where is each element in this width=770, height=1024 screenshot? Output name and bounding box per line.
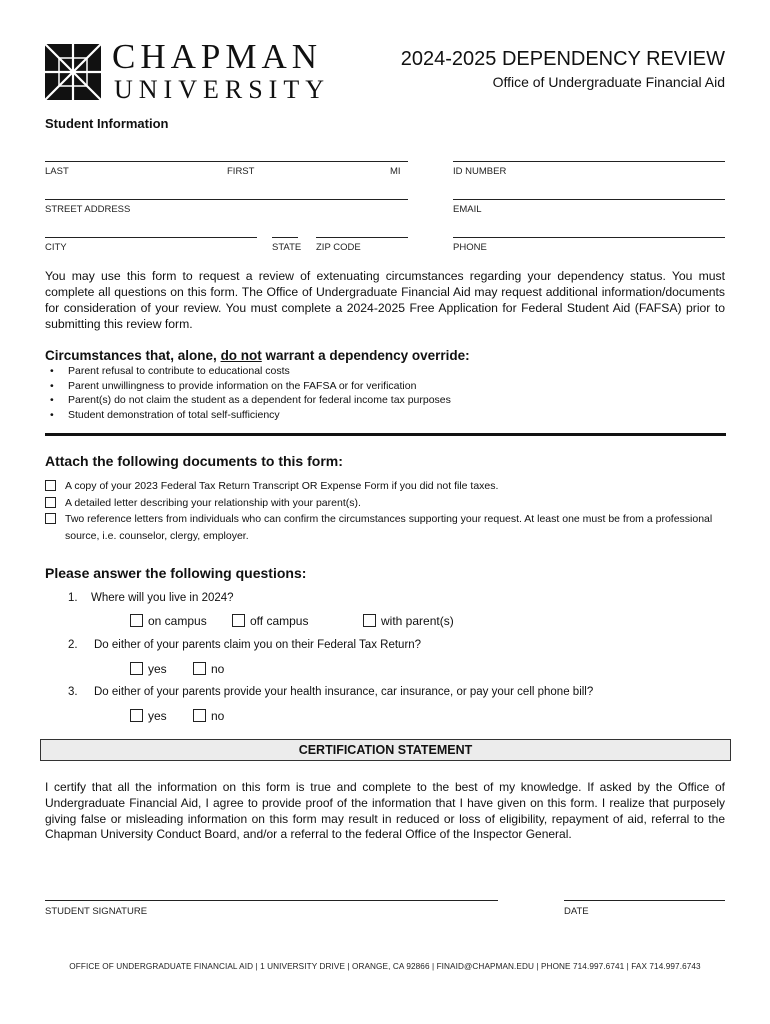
attach-list bbox=[45, 478, 735, 544]
certification-banner bbox=[40, 739, 731, 761]
checkbox-q3-no[interactable] bbox=[193, 709, 206, 722]
question-3-text: Do either of your parents provide your health insurance, car insurance, or pay your cell phone bill? bbox=[94, 686, 594, 698]
q2-option-no[interactable] bbox=[193, 662, 224, 676]
student-signature-label: STUDENT SIGNATURE bbox=[45, 906, 148, 917]
option-label: on campus bbox=[148, 614, 207, 628]
checkbox-references[interactable] bbox=[45, 513, 56, 524]
list-item: • Parent unwillingness to provide information on the FAFSA or for verification bbox=[68, 379, 451, 394]
option-label: yes bbox=[148, 709, 167, 723]
question-2-text: Do either of your parents claim you on their Federal Tax Return? bbox=[94, 639, 422, 651]
questions-heading: Please answer the following questions: bbox=[45, 565, 307, 581]
page-subtitle: Office of Undergraduate Financial Aid bbox=[492, 74, 725, 90]
question-2-number: 2. bbox=[68, 639, 78, 651]
question-1-number: 1. bbox=[68, 592, 78, 604]
street-address-field-line[interactable] bbox=[45, 199, 408, 200]
question-3-number: 3. bbox=[68, 686, 78, 698]
checkbox-with-parents[interactable] bbox=[363, 614, 376, 627]
option-label: no bbox=[211, 709, 225, 723]
city-label: CITY bbox=[45, 242, 67, 253]
checkbox-q2-no[interactable] bbox=[193, 662, 206, 675]
checkbox-off-campus[interactable] bbox=[232, 614, 245, 627]
option-label: with parent(s) bbox=[381, 614, 454, 628]
circumstances-heading-pre: Circumstances that, alone, bbox=[45, 348, 221, 363]
circumstances-heading bbox=[45, 348, 470, 363]
state-field-line[interactable] bbox=[272, 237, 298, 238]
list-item: • Parent(s) do not claim the student as a dependent for federal income tax purposes bbox=[68, 393, 451, 408]
email-field-line[interactable] bbox=[453, 199, 725, 200]
q3-option-yes[interactable] bbox=[130, 709, 167, 723]
option-label: off campus bbox=[250, 614, 309, 628]
street-address-label: STREET ADDRESS bbox=[45, 204, 131, 215]
option-label: yes bbox=[148, 662, 167, 676]
state-label: STATE bbox=[272, 242, 302, 253]
footer-contact: OFFICE OF UNDERGRADUATE FINANCIAL AID | 1 UNIVERSITY DRIVE | ORANGE, CA 92866 | FINAID@CHAPMAN.EDU | PHONE 714.997.6741 | FAX 714.997.6743 bbox=[69, 962, 701, 971]
option-label: no bbox=[211, 662, 225, 676]
logo-wordmark-chapman: CHAPMAN bbox=[112, 37, 323, 76]
id-number-field-line[interactable] bbox=[453, 161, 725, 162]
date-label: DATE bbox=[564, 906, 589, 917]
circumstances-heading-post: warrant a dependency override: bbox=[261, 348, 470, 363]
name-field-line[interactable] bbox=[45, 161, 408, 162]
attach-item-letter bbox=[45, 495, 735, 512]
q2-option-yes[interactable] bbox=[130, 662, 167, 676]
middle-initial-label: MI bbox=[390, 166, 401, 177]
student-signature-line[interactable] bbox=[45, 900, 498, 901]
attach-item-label: Two reference letters from individuals who can confirm the circumstances supporting your request. At least one must be from a professional source, i.e. counselor, clergy, employer. bbox=[65, 513, 713, 542]
zip-field-line[interactable] bbox=[316, 237, 408, 238]
checkbox-tax-return[interactable] bbox=[45, 480, 56, 491]
attach-item-references bbox=[45, 511, 745, 544]
certification-title: CERTIFICATION STATEMENT bbox=[298, 743, 473, 757]
list-item: • Student demonstration of total self-sufficiency bbox=[68, 408, 451, 423]
checkbox-letter[interactable] bbox=[45, 497, 56, 508]
date-line[interactable] bbox=[564, 900, 725, 901]
logo-wordmark-university: UNIVERSITY bbox=[114, 75, 330, 104]
attach-heading: Attach the following documents to this form: bbox=[45, 453, 343, 469]
q3-option-no[interactable] bbox=[193, 709, 224, 723]
circumstances-list bbox=[68, 364, 451, 422]
city-field-line[interactable] bbox=[45, 237, 257, 238]
option-with-parents[interactable] bbox=[363, 614, 454, 628]
email-label: EMAIL bbox=[453, 204, 482, 215]
last-name-label: LAST bbox=[45, 166, 69, 177]
option-off-campus[interactable] bbox=[232, 614, 308, 628]
zip-label: ZIP CODE bbox=[316, 242, 361, 253]
list-item: • Parent refusal to contribute to educational costs bbox=[68, 364, 451, 379]
id-number-label: ID NUMBER bbox=[453, 166, 507, 177]
phone-field-line[interactable] bbox=[453, 237, 725, 238]
phone-label: PHONE bbox=[453, 242, 487, 253]
checkbox-on-campus[interactable] bbox=[130, 614, 143, 627]
intro-paragraph: You may use this form to request a review of extenuating circumstances regarding your dependency status. You must complete all questions on this form. The Office of Undergraduate Financial Aid may request additional information/documents for consideration of your review. You must complete a 2024-2025 Free Application for Federal Student Aid (FAFSA) prior to submitting this review form. bbox=[45, 269, 725, 331]
checkbox-q3-yes[interactable] bbox=[130, 709, 143, 722]
page-title: 2024-2025 DEPENDENCY REVIEW bbox=[400, 48, 725, 70]
checkbox-q2-yes[interactable] bbox=[130, 662, 143, 675]
chapman-logo-icon bbox=[45, 44, 101, 100]
first-name-label: FIRST bbox=[227, 166, 255, 177]
attach-item-tax-return bbox=[45, 478, 735, 495]
circumstances-heading-emphasis: do not bbox=[220, 348, 262, 363]
option-on-campus[interactable] bbox=[130, 614, 207, 628]
attach-item-label: A detailed letter describing your relationship with your parent(s). bbox=[65, 496, 361, 509]
certification-text: I certify that all the information on this form is true and complete to the best of my knowledge. If asked by the Office of Undergraduate Financial Aid, I agree to provide proof of the information that I have given on this form. I realize that purposely giving false or misleading information on this form may result in reduced or loss of eligibility, repayment of aid, referral to the Chapman University Conduct Board, and/or a referral to the federal Office of the Inspector General. bbox=[45, 780, 725, 842]
section-divider bbox=[45, 433, 726, 436]
student-info-heading: Student Information bbox=[45, 116, 169, 131]
attach-item-label: A copy of your 2023 Federal Tax Return Transcript OR Expense Form if you did not file taxes. bbox=[65, 480, 499, 492]
question-1-text: Where will you live in 2024? bbox=[91, 592, 234, 604]
